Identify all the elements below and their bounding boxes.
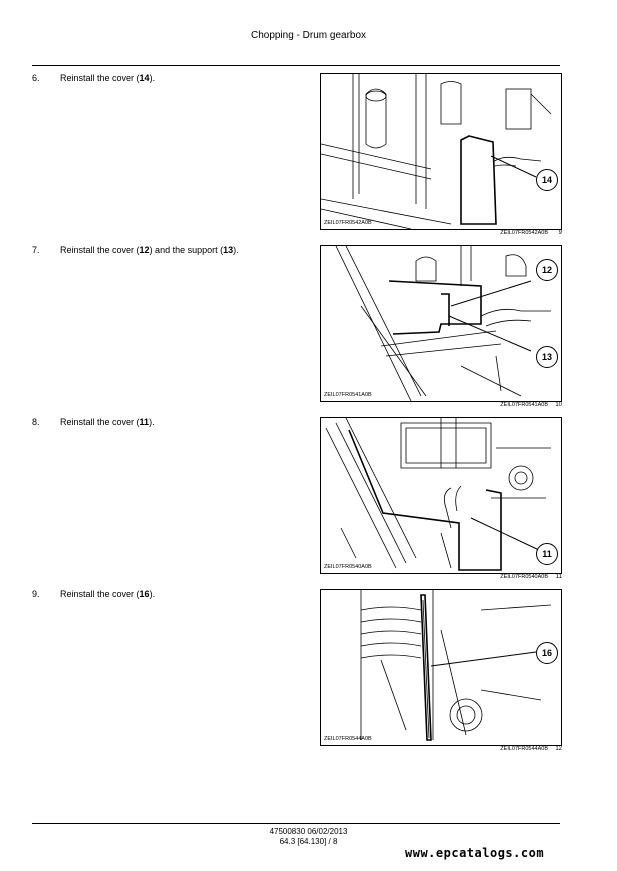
page-title: Chopping - Drum gearbox — [250, 30, 367, 41]
step-6: 6. Reinstall the cover (14). — [32, 73, 156, 83]
part-ref: 13 — [223, 245, 234, 255]
footer-page-ref: 64.3 [64.130] / 8 — [279, 837, 338, 846]
header-rule — [32, 65, 560, 66]
image-code: ZEIL07FR0540A0B — [324, 564, 372, 570]
callout-13: 13 — [536, 346, 558, 368]
callout-14: 14 — [536, 169, 558, 191]
page-footer — [0, 827, 617, 847]
figure-number: 9 — [558, 230, 562, 236]
part-ref: 16 — [139, 589, 150, 599]
part-ref: 12 — [139, 245, 150, 255]
image-code: ZEIL07FR0544A0B — [324, 736, 372, 742]
figure-9-illustration — [320, 73, 562, 230]
figure-number: 12 — [555, 746, 562, 752]
figure-caption: ZEIL07FR0542A0B 9 — [500, 230, 562, 236]
figure-caption: ZEIL07FR0544A0B 12 — [500, 746, 562, 752]
figure-12-illustration — [320, 589, 562, 746]
footer-rule — [32, 823, 560, 824]
figure-caption: ZEIL07FR0541A0B 10 — [500, 402, 562, 408]
step-number: 9. — [32, 589, 40, 599]
image-code: ZEIL07FR0542A0B — [324, 220, 372, 226]
figure-number: 10 — [555, 402, 562, 408]
step-7: 7. Reinstall the cover (12) and the support (13). — [32, 245, 239, 255]
part-ref: 11 — [139, 417, 150, 427]
image-code: ZEIL07FR0541A0B — [324, 392, 372, 398]
step-8: 8. Reinstall the cover (11). — [32, 417, 155, 427]
footer-doc-id: 47500830 06/02/2013 — [269, 827, 348, 836]
step-number: 8. — [32, 417, 40, 427]
step-number: 7. — [32, 245, 40, 255]
figure-caption: ZEIL07FR0540A0B 11 — [500, 574, 562, 580]
step-9: 9. Reinstall the cover (16). — [32, 589, 156, 599]
callout-12: 12 — [536, 259, 558, 281]
callout-16: 16 — [536, 642, 558, 664]
watermark: www.epcatalogs.com — [405, 846, 545, 860]
part-ref: 14 — [139, 73, 150, 83]
step-number: 6. — [32, 73, 40, 83]
figure-11-illustration — [320, 417, 562, 574]
figure-10-illustration — [320, 245, 562, 402]
figure-number: 11 — [555, 574, 562, 580]
callout-11: 11 — [536, 543, 558, 565]
